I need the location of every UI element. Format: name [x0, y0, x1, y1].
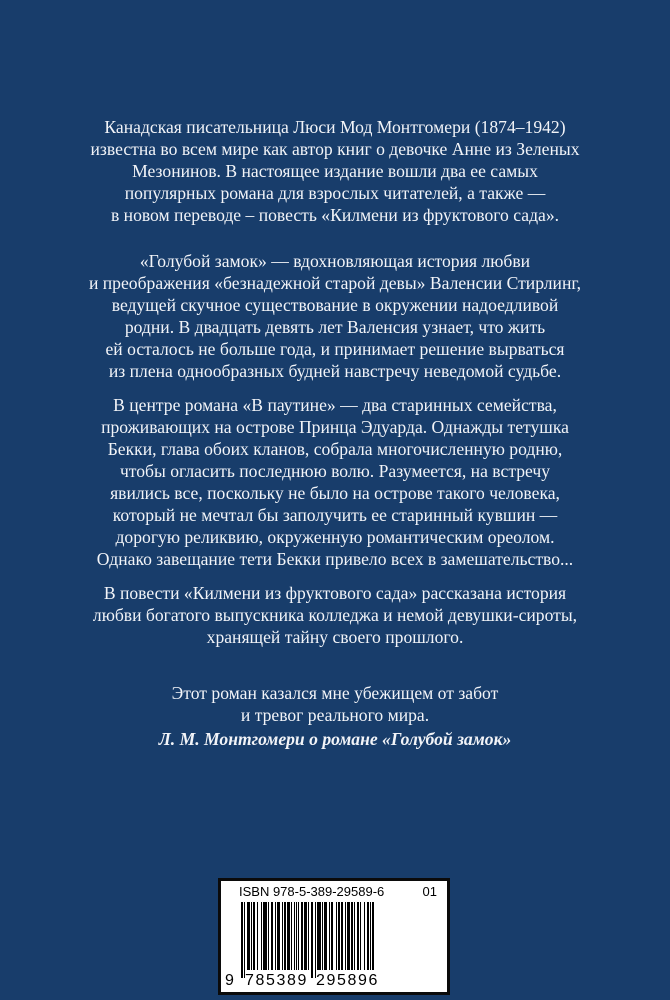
text-line: дорогую реликвию, окруженную романтическим ореолом. — [115, 527, 555, 547]
text-line: «Голубой замок» — вдохновляющая история любви — [139, 251, 531, 271]
barcode-bar — [294, 902, 295, 970]
kilmeny-paragraph — [40, 582, 630, 648]
text-line: Однако завещание тети Бекки привело всех в замешательство... — [96, 549, 574, 569]
isbn-addon: 01 — [422, 884, 437, 899]
quote-line: и тревог реального мира. — [240, 705, 430, 725]
barcode-bar — [268, 902, 269, 970]
barcode-bar — [370, 902, 371, 970]
barcode-bar — [367, 902, 369, 970]
barcode-bar — [291, 902, 292, 970]
text-line: В повести «Килмени из фруктового сада» рассказана история — [103, 583, 567, 603]
barcode-bar — [244, 902, 245, 978]
barcode-bar — [257, 902, 258, 970]
barcode-bar — [324, 902, 327, 970]
barcode-bar — [345, 902, 346, 970]
barcode-bar — [308, 902, 309, 970]
text-line: явились все, поскольку не было на острове такого человека, — [110, 483, 560, 503]
quote-attribution: Л. М. Монтгомери о романе «Голубой замок» — [158, 729, 512, 749]
barcode-bar — [253, 902, 255, 970]
barcode-bar — [341, 902, 343, 970]
barcode-bar — [364, 902, 365, 970]
barcode-bar — [372, 902, 374, 970]
barcode-bar — [331, 902, 333, 970]
isbn-barcode — [218, 878, 450, 995]
blue-castle-paragraph — [40, 250, 630, 382]
barcode-digits-left: 785389 — [245, 972, 308, 989]
text-line: популярных романа для взрослых читателей, а также — — [124, 183, 546, 203]
barcode-bar — [296, 902, 297, 970]
tangled-web-paragraph — [40, 394, 630, 570]
text-line: Бекки, глава обоих кланов, собрала многочисленную родню, — [107, 439, 563, 459]
barcode-bar — [301, 902, 303, 970]
text-line: известна во всем мире как автор книг о девочке Анне из Зеленых — [90, 139, 580, 159]
barcode-bar — [304, 902, 307, 970]
barcode-digit-first: 9 — [225, 972, 234, 989]
text-line: из плена однообразных будней навстречу неведомой судьбе. — [108, 361, 562, 381]
text-line: Канадская писательница Люси Мод Монтгомери (1874–1942) — [104, 117, 566, 137]
barcode-bar — [287, 902, 290, 970]
barcode-bar — [311, 902, 313, 978]
barcode-bar — [336, 902, 337, 970]
barcode-bar — [322, 902, 323, 970]
barcode-bar — [284, 902, 286, 970]
text-line: любви богатого выпускника колледжа и немой девушки-сироты, — [92, 605, 578, 625]
barcode-bar — [277, 902, 280, 970]
barcode-bar — [329, 902, 330, 970]
text-line: проживающих на острове Принца Эдуарда. Однажды тетушка — [101, 417, 569, 437]
barcode-bar — [251, 902, 252, 970]
quote-line: Этот роман казался мне убежищем от забот — [171, 683, 499, 703]
author-quote — [40, 682, 630, 750]
barcode-bar — [317, 902, 321, 970]
text-line: В центре романа «В паутине» — два старинных семейства, — [113, 395, 557, 415]
barcode-bar — [351, 902, 353, 970]
barcode-bar — [357, 902, 359, 970]
barcode-bar — [354, 902, 355, 970]
text-line: который не мечтал бы заполучить ее старинный кувшин — — [112, 505, 558, 525]
text-line: хранящей тайну своего прошлого. — [206, 627, 464, 647]
text-line: и преображения «безнадежной старой девы» Валенсии Стирлинг, — [88, 273, 582, 293]
text-line: Мезонинов. В настоящее издание вошли два ее самых — [132, 161, 538, 181]
barcode-bar — [263, 902, 267, 970]
barcode-digits — [225, 972, 441, 990]
barcode-bar — [298, 902, 299, 970]
barcode-bar — [271, 902, 273, 970]
barcode-bar — [282, 902, 283, 970]
isbn-label-row — [239, 884, 437, 899]
barcode-bar — [338, 902, 340, 970]
barcode-bar — [315, 902, 316, 978]
barcode-bar — [247, 902, 250, 970]
barcode-bar — [241, 902, 243, 978]
intro-paragraph — [40, 116, 630, 226]
barcode-digits-right: 295896 — [316, 972, 379, 989]
barcode-bar — [275, 902, 276, 970]
barcode-bar — [360, 902, 361, 970]
text-line: в новом переводе – повесть «Килмени из фруктового сада». — [110, 205, 560, 225]
isbn-label: ISBN 978-5-389-29589-6 — [239, 884, 385, 899]
barcode-bars — [241, 902, 439, 978]
text-line: ведущей скучное существование в окружении надоедливой — [111, 295, 559, 315]
barcode-bar — [261, 902, 262, 970]
text-line: ей осталось не больше года, и принимает решение вырваться — [105, 339, 565, 359]
barcode-bar — [347, 902, 350, 970]
text-line: родни. В двадцать девять лет Валенсия узнает, что жить — [124, 317, 546, 337]
back-cover-text — [40, 116, 630, 750]
text-line: чтобы огласить последнюю волю. Разумеется, на встречу — [119, 461, 551, 481]
